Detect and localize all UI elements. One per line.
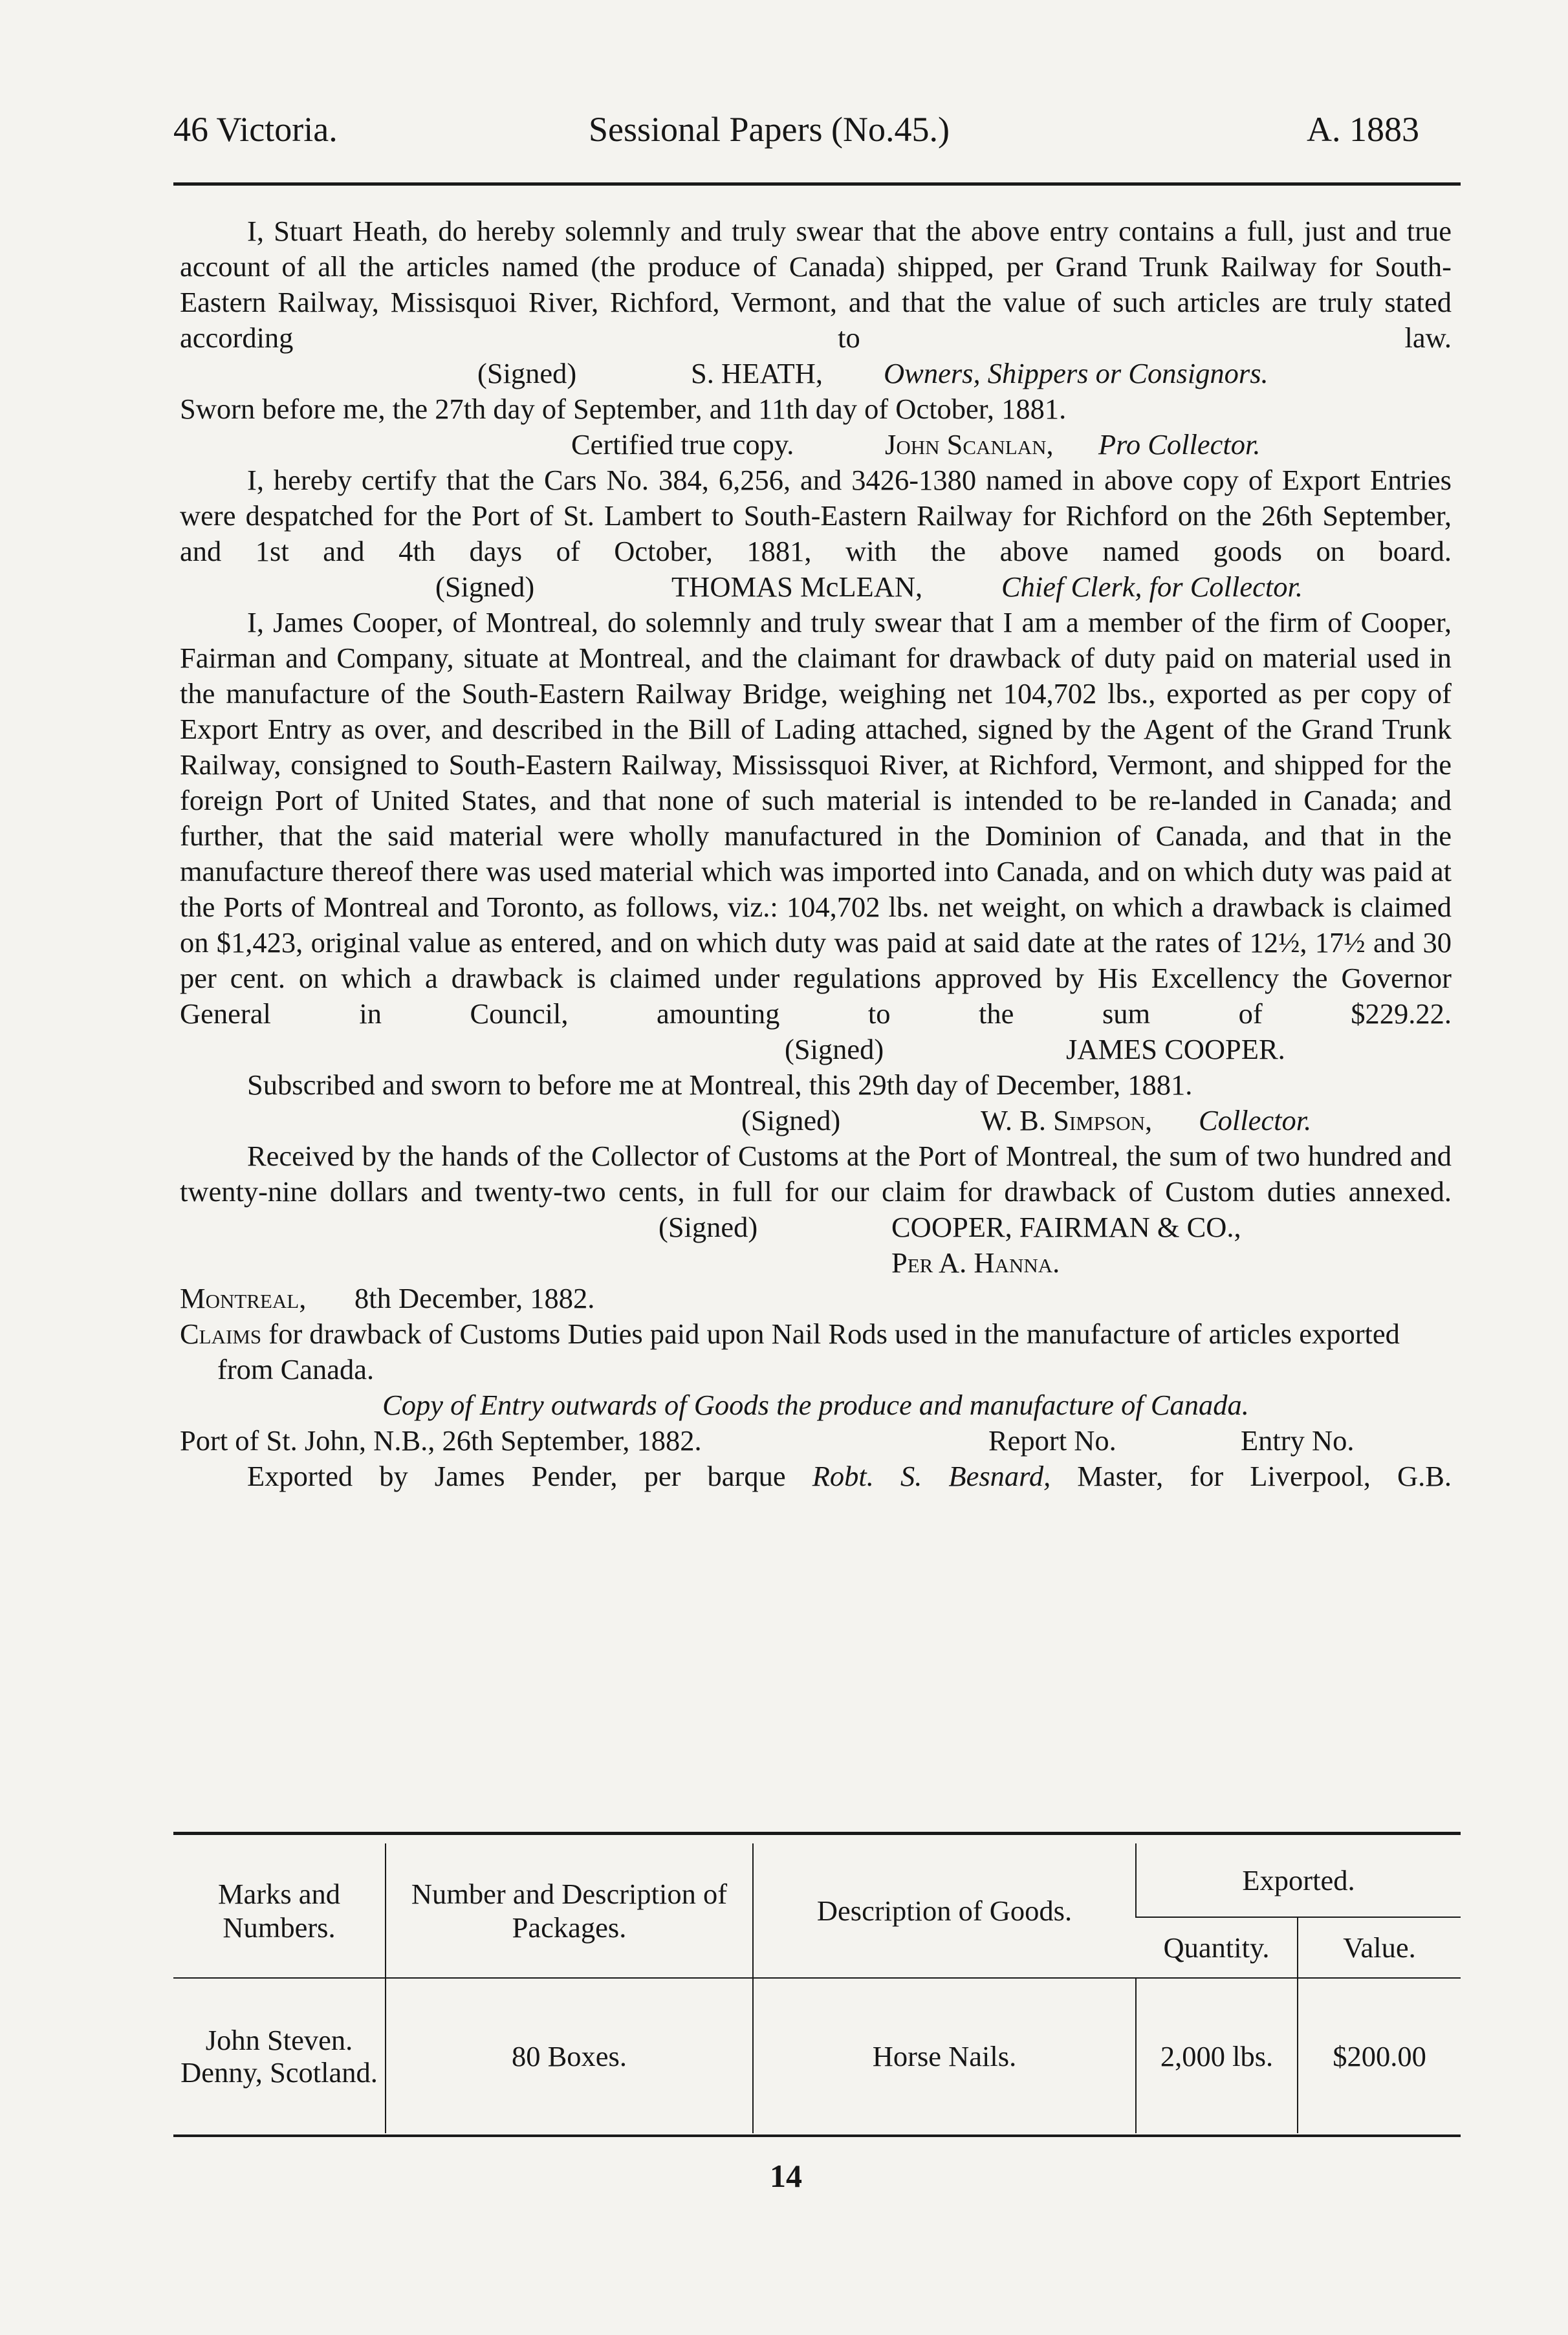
value-cell: $200.00 (1298, 1978, 1461, 2133)
exported-header: Exported. (1136, 1843, 1461, 1917)
claims-lead: Claims (180, 1318, 262, 1350)
port-date: Port of St. John, N.B., 26th September, 1882. (180, 1424, 702, 1457)
signer-name: THOMAS McLEAN, (671, 570, 923, 603)
page-number: 14 (770, 2158, 802, 2194)
marks-header: Marks and Numbers. (173, 1843, 386, 1978)
signature-per (180, 1245, 1452, 1281)
signature-firm (180, 1210, 1452, 1245)
table-bottom-rule (173, 2134, 1461, 2137)
per-name: Per A. Hanna. (891, 1246, 1060, 1279)
signer-name: S. HEATH, (691, 357, 823, 389)
signature-simpson (180, 1103, 1452, 1138)
quantity-header: Quantity. (1136, 1917, 1298, 1978)
header-title: Sessional Papers (No.45.) (589, 110, 950, 149)
signature-mclean (180, 569, 1452, 605)
report-number: Report No. (988, 1424, 1116, 1457)
signed-label: (Signed) (435, 570, 535, 603)
dateline (180, 1281, 1452, 1316)
table-top-rule (173, 1832, 1461, 1835)
packages-cell: 80 Boxes. (386, 1978, 753, 2133)
header-rule (173, 182, 1461, 186)
value-header: Value. (1298, 1917, 1461, 1978)
goods-cell: Horse Nails. (753, 1978, 1136, 2133)
signer-name: W. B. Simpson, (981, 1104, 1153, 1136)
signed-label: (Signed) (477, 357, 577, 389)
document-body (180, 213, 1452, 1494)
sworn-statement: Sworn before me, the 27th day of September, and 11th day of October, 1881. (180, 393, 1067, 425)
dateline-date: 8th December, 1882. (354, 1282, 595, 1314)
ship-name: Robt. S. Besnard, (812, 1460, 1051, 1492)
exported-by: Exported by James Pender, per barque Robt. S. Besnard, Master, for Liverpool, G.B. (247, 1460, 1452, 1492)
signed-label: (Signed) (785, 1033, 884, 1065)
goods-table (173, 1843, 1461, 2133)
quantity-cell: 2,000 lbs. (1136, 1978, 1298, 2133)
port-line (180, 1423, 1452, 1459)
receipt-paragraph: Received by the hands of the Collector of Customs at the Port of Montreal, the sum of two hundred and twenty-nine dollars and twenty-two cents, in full for our claim for drawback of Custom duties annexed. (180, 1140, 1452, 1208)
certified-text: Certified true copy. (571, 428, 794, 461)
signed-label: (Signed) (741, 1104, 841, 1136)
claims-text: for drawback of Customs Duties paid upon Nail Rods used in the manufacture of articles exported from Canada. (217, 1318, 1400, 1385)
goods-header: Description of Goods. (753, 1843, 1136, 1978)
oath-cooper: I, James Cooper, of Montreal, do solemnly and truly swear that I am a member of the firm of Cooper, Fairman and Company, situate at Montreal, and the claimant for drawback of duty paid on material used in the manufacture of the South-Eastern Railway Bridge, weighing net 104,702 lbs., exported as per copy of Export Entry as over, and described in the Bill of Lading attached, signed by the Agent of the Grand Trunk Railway, consigned to South-Eastern Railway, Mississquoi River, at Richford, Vermont, and shipped for the foreign Port of United States, and that none of such material is intended to be re-landed in Canada; and further, that the said material were wholly manufactured in the Dominion of Canada, and that in the manufacture thereof there was used material which was imported into Canada, and on which duty was paid at the Ports of Montreal and Toronto, as follows, viz.: 104,702 lbs. net weight, on which a drawback is claimed on $1,423, original value as entered, and on which duty was paid at said date at the rates of 12½, 17½ and 30 per cent. on which a drawback is claimed under regulations approved by His Excellency the Governor General in Council, amounting to the sum of $229.22. (180, 606, 1452, 1030)
cars-certificate: I, hereby certify that the Cars No. 384, 6,256, and 3426-1380 named in above copy of Export Entries were despatched for the Port of St. Lambert to South-Eastern Railway for Richford on the 26th September, and 1st and 4th days of October, 1881, with the above named goods on board. (180, 464, 1452, 567)
subscribed-statement: Subscribed and sworn to before me at Montreal, this 29th day of December, 1881. (247, 1069, 1193, 1101)
entry-number: Entry No. (1241, 1424, 1355, 1457)
signer-title: Chief Clerk, for Collector. (1001, 570, 1303, 603)
oath-heath: I, Stuart Heath, do hereby solemnly and truly swear that the above entry contains a full, just and true account of all the articles named (the produce of Canada) shipped, per Grand Trunk Railway for South-Eastern Railway, Missisquoi River, Richford, Vermont, and that the value of such articles are truly stated according to law. (180, 215, 1452, 354)
header-year: A. 1883 (1307, 110, 1419, 149)
signed-label: (Signed) (659, 1211, 758, 1243)
marks-cell: John Steven. Denny, Scotland. (180, 2023, 378, 2089)
packages-header: Number and Description of Packages. (386, 1843, 753, 1978)
signature-heath (180, 356, 1452, 391)
table-row (173, 1978, 1461, 2133)
header-session: 46 Victoria. (173, 110, 338, 149)
firm-name: COOPER, FAIRMAN & CO., (891, 1211, 1241, 1243)
signer-name: JAMES COOPER. (1066, 1033, 1285, 1065)
certification (180, 427, 1452, 462)
signer-title: Collector. (1199, 1104, 1312, 1136)
certifier-title: Pro Collector. (1098, 428, 1261, 461)
claims-heading (180, 1316, 1452, 1387)
certifier-name: John Scanlan, (885, 428, 1054, 461)
dateline-place: Montreal, (180, 1282, 307, 1314)
signature-cooper (180, 1032, 1452, 1067)
copy-title: Copy of Entry outwards of Goods the produce and manufacture of Canada. (382, 1389, 1249, 1421)
signer-title: Owners, Shippers or Consignors. (884, 357, 1269, 389)
